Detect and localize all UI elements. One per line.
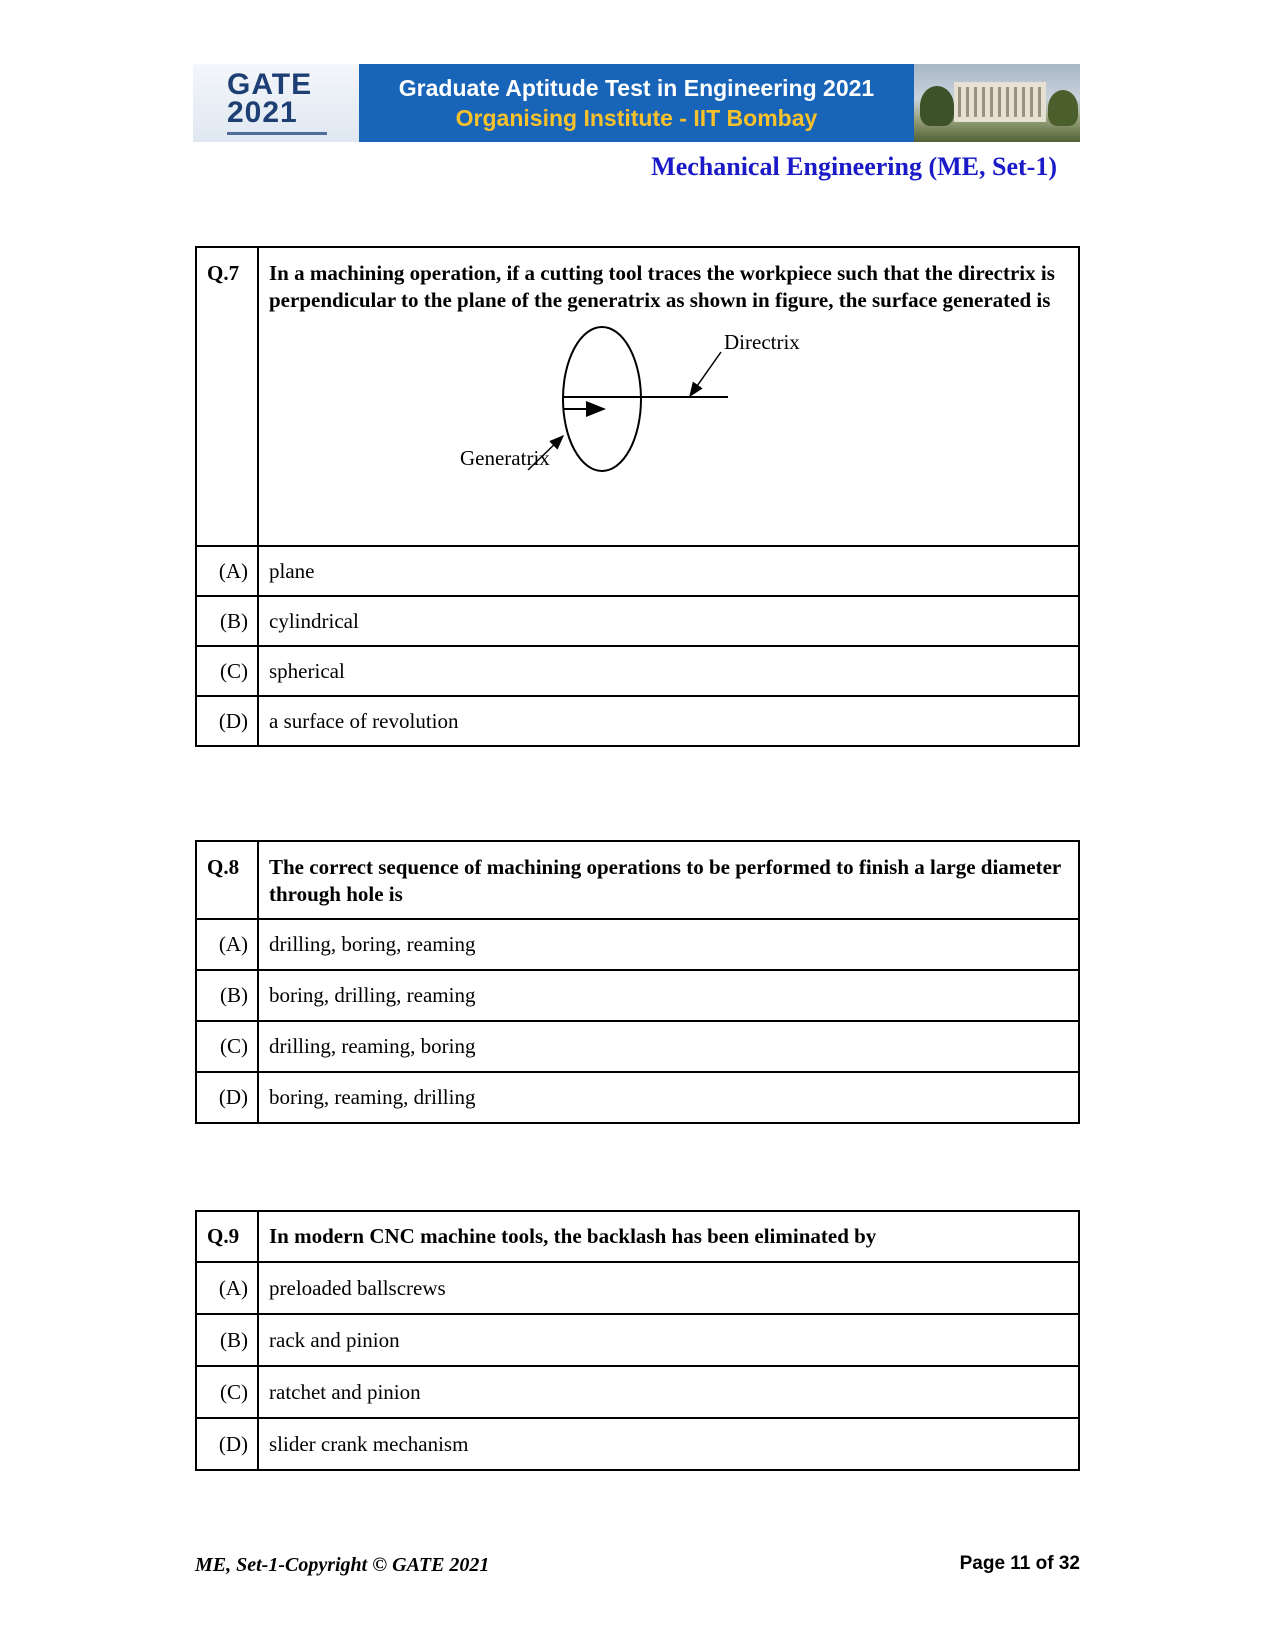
option-text: spherical (258, 646, 1079, 696)
option-row (196, 970, 1079, 1021)
option-row (196, 919, 1079, 970)
logo-underline (227, 132, 327, 135)
photo-tree (1048, 90, 1078, 126)
question-text: In modern CNC machine tools, the backlash has been eliminated by (258, 1211, 1079, 1262)
directrix-pointer-arrow (690, 352, 721, 396)
option-text: preloaded ballscrews (258, 1262, 1079, 1314)
option-row (196, 1314, 1079, 1366)
option-text: plane (258, 546, 1079, 596)
banner-title: Graduate Aptitude Test in Engineering 2021 (398, 75, 875, 101)
option-text: cylindrical (258, 596, 1079, 646)
option-label: (A) (196, 546, 258, 596)
option-label: (C) (196, 1366, 258, 1418)
option-text: rack and pinion (258, 1314, 1079, 1366)
option-label: (B) (196, 596, 258, 646)
campus-photo (914, 64, 1080, 142)
question-text: In a machining operation, if a cutting tool traces the workpiece such that the directrix is perpendicular to the plane of the generatrix as shown in figure, the surface generated is (269, 261, 1055, 312)
option-row (196, 646, 1079, 696)
option-label: (C) (196, 1021, 258, 1072)
banner-subtitle: Organising Institute - IIT Bombay (455, 105, 818, 131)
gate-logo (193, 64, 359, 142)
banner-text (359, 64, 914, 142)
option-row (196, 1418, 1079, 1470)
option-row (196, 1072, 1079, 1123)
question-stem (258, 247, 1079, 546)
workpiece-ellipse (563, 327, 641, 471)
machining-figure (269, 318, 1066, 528)
option-row (196, 1021, 1079, 1072)
option-label: (D) (196, 1418, 258, 1470)
option-label: (B) (196, 970, 258, 1021)
option-text: slider crank mechanism (258, 1418, 1079, 1470)
option-row (196, 596, 1079, 646)
directrix-label: Directrix (724, 330, 800, 354)
option-text: a surface of revolution (258, 696, 1079, 746)
question-number: Q.7 (196, 247, 258, 546)
option-text: drilling, boring, reaming (258, 919, 1079, 970)
option-text: boring, reaming, drilling (258, 1072, 1079, 1123)
question-text: The correct sequence of machining operations to be performed to finish a large diameter through hole is (258, 841, 1079, 919)
option-label: (A) (196, 1262, 258, 1314)
photo-tree (920, 86, 954, 126)
question-row (196, 247, 1079, 546)
option-label: (D) (196, 696, 258, 746)
photo-building (954, 82, 1046, 122)
option-row (196, 1366, 1079, 1418)
option-row (196, 1262, 1079, 1314)
option-label: (A) (196, 919, 258, 970)
question-row (196, 1211, 1079, 1262)
option-label: (C) (196, 646, 258, 696)
question-row (196, 841, 1079, 919)
option-row (196, 696, 1079, 746)
logo-word: GATE (227, 68, 313, 101)
question-table-q7 (195, 246, 1080, 747)
question-table-q9 (195, 1210, 1080, 1471)
generatrix-label: Generatrix (460, 446, 550, 470)
logo-year: 2021 (227, 96, 298, 129)
question-number: Q.9 (196, 1211, 258, 1262)
option-text: drilling, reaming, boring (258, 1021, 1079, 1072)
footer-page-number: Page 11 of 32 (959, 1553, 1080, 1574)
generatrix-directrix-diagram (454, 318, 874, 528)
subject-title: Mechanical Engineering (ME, Set-1) (651, 152, 1057, 181)
question-number: Q.8 (196, 841, 258, 919)
header-banner (193, 64, 1080, 142)
footer-copyright: ME, Set-1-Copyright © GATE 2021 (195, 1554, 490, 1576)
option-row (196, 546, 1079, 596)
option-label: (D) (196, 1072, 258, 1123)
option-text: boring, drilling, reaming (258, 970, 1079, 1021)
question-table-q8 (195, 840, 1080, 1124)
option-label: (B) (196, 1314, 258, 1366)
option-text: ratchet and pinion (258, 1366, 1079, 1418)
